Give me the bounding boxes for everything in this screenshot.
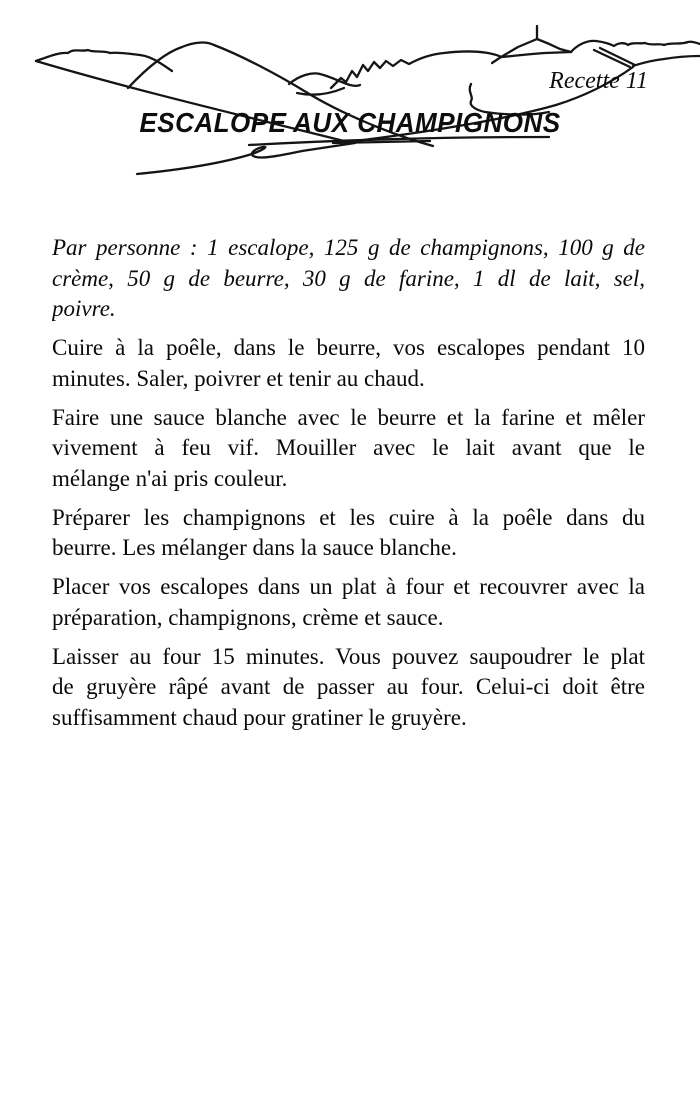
text-line: Faire une sauce blanche avec le beurre et la farine et mêler [52, 404, 645, 430]
text-line: Cuire à la poêle, dans le beurre, vos escalopes pendant 10 [52, 335, 645, 360]
recipe-title: ESCALOPE AUX CHAMPIGNONS [139, 107, 561, 138]
mountain-sketch-illustration [0, 0, 700, 210]
text-line: mélange n'ai pris couleur. [52, 465, 288, 491]
step-paragraph-3 [52, 503, 645, 564]
text-line: Préparer les champignons et les cuire à la poêle dans du [52, 504, 645, 530]
text-line: préparation, champignons, crème et sauce. [52, 604, 444, 630]
text-line: Laisser au four 15 minutes. Vous pouvez saupoudrer le plat [52, 643, 645, 669]
step-paragraph-4 [52, 572, 645, 633]
text-line: beurre. Les mélanger dans la sauce blanche. [52, 535, 457, 560]
step-paragraph-5 [52, 642, 645, 734]
page-label: Recette 11 [549, 68, 648, 94]
text-line: Placer vos escalopes dans un plat à four et recouvrer avec la [52, 574, 645, 599]
ingredients-paragraph [52, 233, 645, 325]
text-line: crème, 50 g de beurre, 30 g de farine, 1 dl de lait, sel, [52, 265, 645, 291]
text-line: minutes. Saler, poivrer et tenir au chaud. [52, 365, 425, 391]
recipe-body [52, 233, 645, 742]
text-line: Par personne : 1 escalope, 125 g de champignons, 100 g de [52, 235, 645, 260]
text-line: de gruyère râpé avant de passer au four. Celui-ci doit être [52, 674, 645, 699]
mountain-sketch-strokes [36, 26, 700, 174]
step-paragraph-2 [52, 403, 645, 495]
text-line: suffisamment chaud pour gratiner le gruyère. [52, 704, 467, 730]
text-line: vivement à feu vif. Mouiller avec le lait avant que le [52, 435, 645, 460]
text-line: poivre. [52, 296, 116, 321]
step-paragraph-1 [52, 333, 645, 394]
